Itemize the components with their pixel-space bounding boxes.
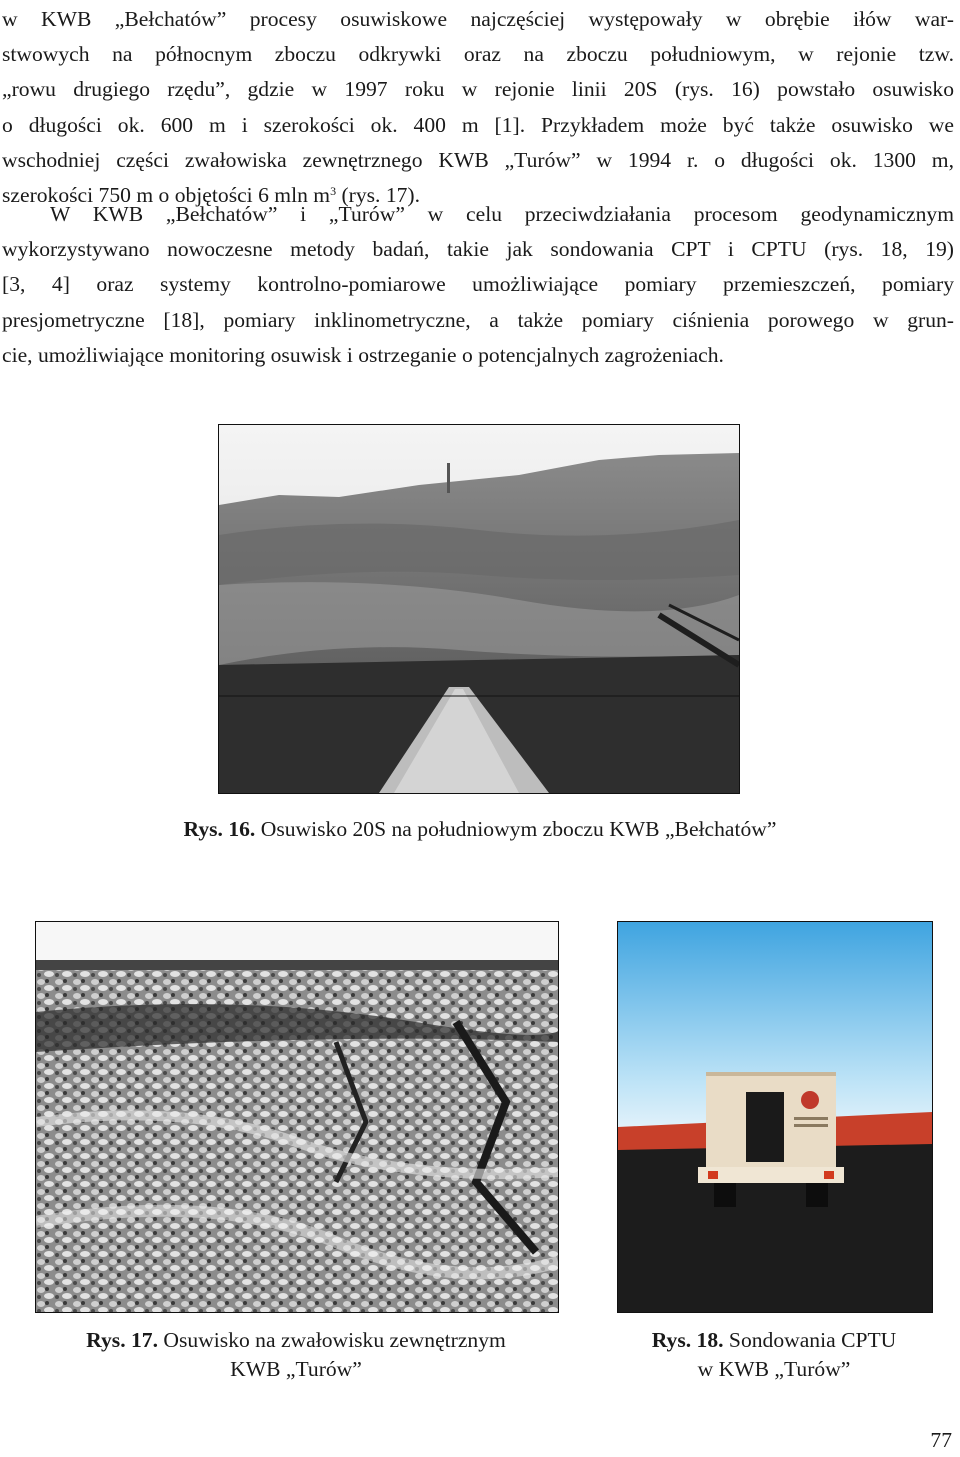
text-line: „rowu drugiego rzędu”, gdzie w 1997 roku w rejonie linii 20S (rys. 16) powstało osuwisko — [2, 77, 954, 102]
cptu-truck-image — [618, 922, 932, 1312]
text-line: o długości ok. 600 m i szerokości ok. 400 m [1]. Przykładem może być także osuwisko we — [2, 112, 954, 137]
paragraph-1 — [2, 2, 954, 213]
text-line: wschodniej części zwałowiska zewnętrznego KWB „Turów” w 1994 r. o długości ok. 1300 m, — [2, 147, 954, 172]
text-line: wykorzystywano nowoczesne metody badań, takie jak sondowania CPT i CPTU (rys. 18, 19) — [2, 237, 954, 262]
text-line: w KWB „Bełchatów” procesy osuwiskowe najczęściej występowały w obrębie iłów war- — [2, 7, 954, 31]
text-line: stwowych na północnym zboczu odkrywki oraz na zboczu południowym, w rejonie tzw. — [2, 42, 954, 67]
caption-text-line-2: KWB „Turów” — [230, 1357, 362, 1381]
figure-label: Rys. 17. — [86, 1328, 158, 1352]
caption-text-line-2: w KWB „Turów” — [697, 1357, 851, 1381]
text-line: presjometryczne [18], pomiary inklinometryczne, a także pomiary ciśnienia porowego w grun- — [2, 307, 954, 332]
figure-17-photo — [35, 921, 559, 1313]
figure-16-caption — [0, 815, 960, 844]
figure-18-caption — [617, 1326, 931, 1384]
caption-text: Osuwisko 20S na południowym zboczu KWB „Bełchatów” — [255, 817, 777, 841]
text-segment: szerokości 750 m o objętości 6 mln m — [2, 183, 331, 208]
text-segment: (rys. 17). — [336, 183, 421, 208]
text-line: cie, umożliwiające monitoring osuwisk i ostrzeganie o potencjalnych zagrożeniach. — [2, 342, 724, 367]
text-line: [3, 4] oraz systemy kontrolno-pomiarowe umożliwiające pomiary przemieszczeń, pomiary — [2, 272, 954, 297]
landslide-photo-image — [219, 425, 739, 793]
figure-label: Rys. 18. — [651, 1328, 724, 1352]
page-number: 77 — [930, 1428, 952, 1452]
dump-landslide-image — [36, 922, 558, 1312]
caption-text: Osuwisko na zwałowisku zewnętrznym — [158, 1328, 506, 1352]
superscript: 3 — [330, 184, 337, 199]
figure-18-photo — [617, 921, 933, 1313]
figure-16-photo — [218, 424, 740, 794]
paragraph-2 — [2, 197, 954, 373]
caption-text: Sondowania CPTU — [723, 1328, 897, 1352]
figure-17-caption — [35, 1326, 557, 1384]
figure-label: Rys. 16. — [183, 817, 256, 841]
text-line: W KWB „Bełchatów” i „Turów” w celu przeciwdziałania procesom geodynamicznym — [50, 202, 954, 226]
